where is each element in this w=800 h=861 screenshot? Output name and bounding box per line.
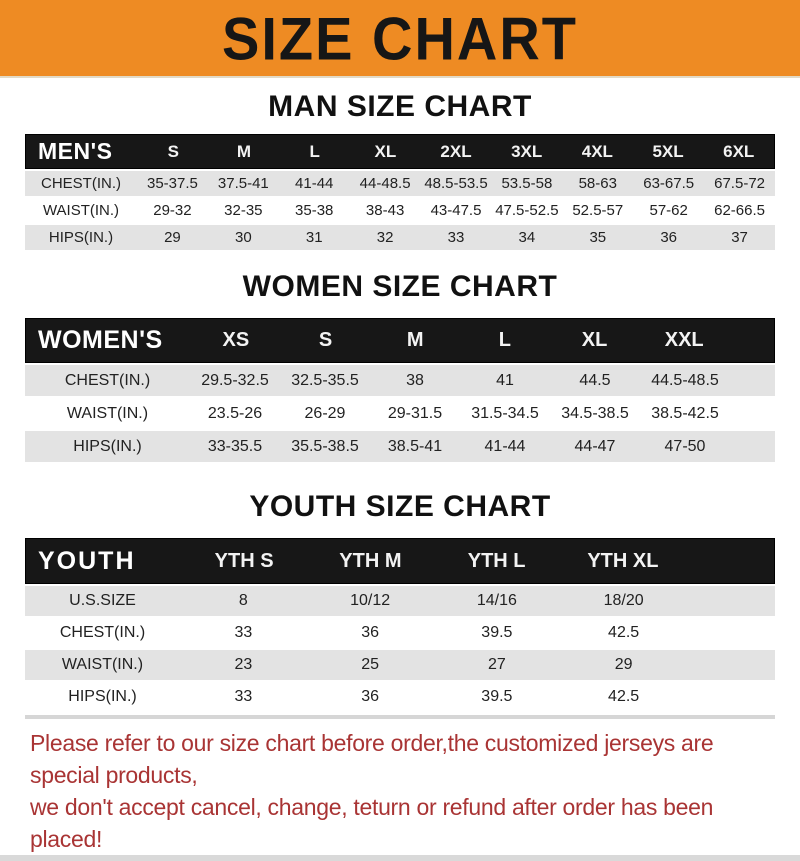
column-header: YTH M <box>339 549 402 572</box>
table-cell: 35.5-38.5 <box>291 437 359 455</box>
table-cell: 29 <box>164 229 181 246</box>
table-cell: 14/16 <box>476 592 517 609</box>
column-header: 5XL <box>652 141 684 161</box>
table-cell: 27 <box>487 656 506 673</box>
table-cell: 35-37.5 <box>147 175 198 192</box>
table-cell: 38 <box>406 371 424 389</box>
column-header: S <box>167 141 179 161</box>
table-cell: 67.5-72 <box>714 175 765 192</box>
column-header: M <box>236 141 252 161</box>
youth-header-columns <box>181 539 686 583</box>
row-label: HIPS(IN.) <box>48 229 114 246</box>
table-cell: 23 <box>234 656 253 673</box>
table-cell: 38.5-41 <box>387 437 443 455</box>
youth-section-title: YOUTH SIZE CHART <box>249 490 551 523</box>
table-cell: 41-44 <box>295 175 334 192</box>
column-header: XL <box>581 329 608 351</box>
table-cell: 26-29 <box>304 404 346 422</box>
table-cell: 37 <box>731 229 748 246</box>
order-policy-note <box>30 727 770 855</box>
men-table-rows <box>25 171 775 250</box>
table-cell: 35-38 <box>295 202 334 219</box>
table-row <box>25 682 775 712</box>
table-cell: 36 <box>361 624 380 641</box>
row-values <box>190 365 730 396</box>
table-cell: 29-31.5 <box>387 404 443 422</box>
order-policy-line-2: we don't accept cancel, change, teturn or refund after order has been placed! <box>30 794 714 852</box>
row-label: HIPS(IN.) <box>73 437 142 455</box>
table-cell: 10/12 <box>350 592 391 609</box>
page-title: SIZE CHART <box>222 3 578 73</box>
youth-size-table <box>25 538 775 712</box>
table-cell: 37.5-41 <box>217 175 269 192</box>
row-label: HIPS(IN.) <box>68 688 137 705</box>
row-values <box>190 431 730 462</box>
women-section-title: WOMEN SIZE CHART <box>242 270 558 303</box>
men-size-table <box>25 134 775 250</box>
table-cell: 33-35.5 <box>207 437 263 455</box>
table-cell: 32 <box>376 229 394 246</box>
table-cell: 53.5-58 <box>501 175 553 192</box>
row-values <box>180 682 687 712</box>
table-cell: 34.5-38.5 <box>561 404 629 422</box>
table-cell: 63-67.5 <box>643 175 695 192</box>
table-cell: 33 <box>234 624 253 641</box>
youth-table-bottom-strip <box>25 715 775 719</box>
men-header-label: MEN'S <box>38 138 113 164</box>
table-cell: 42.5 <box>608 624 640 641</box>
youth-size-chart-section <box>0 462 800 719</box>
women-header-columns <box>191 319 729 362</box>
table-cell: 58-63 <box>578 175 617 192</box>
table-cell: 42.5 <box>608 688 640 705</box>
column-header: YTH S <box>214 549 274 572</box>
table-cell: 29.5-32.5 <box>201 371 269 389</box>
table-cell: 29-32 <box>153 202 192 219</box>
men-table-header <box>25 134 775 169</box>
row-label: WAIST(IN.) <box>61 656 144 673</box>
page-bottom-strip <box>0 855 800 861</box>
women-table-header <box>25 318 775 363</box>
table-row <box>25 198 775 223</box>
table-cell: 33 <box>447 229 465 246</box>
table-cell: 29 <box>614 656 633 673</box>
column-header: 4XL <box>581 141 613 161</box>
table-row <box>25 171 775 196</box>
row-values <box>137 198 775 223</box>
youth-table-rows <box>25 586 775 712</box>
table-cell: 18/20 <box>603 592 644 609</box>
column-header: 2XL <box>440 141 472 161</box>
column-header: XS <box>222 329 250 351</box>
table-cell: 31.5-34.5 <box>471 404 539 422</box>
row-values <box>137 225 775 250</box>
table-cell: 33 <box>234 688 253 705</box>
table-cell: 44.5-48.5 <box>651 371 719 389</box>
table-row <box>25 586 775 616</box>
table-cell: 57-62 <box>649 202 688 219</box>
row-label: CHEST(IN.) <box>59 624 146 641</box>
column-header: YTH L <box>467 549 526 572</box>
table-cell: 38.5-42.5 <box>651 404 719 422</box>
banner <box>0 0 800 78</box>
table-cell: 43-47.5 <box>430 202 482 219</box>
column-header: L <box>498 329 511 351</box>
table-cell: 39.5 <box>481 624 513 641</box>
men-size-chart-section <box>0 78 800 250</box>
order-policy-line-1: Please refer to our size chart before order,the customized jerseys are special products, <box>30 730 714 788</box>
table-cell: 36 <box>361 688 380 705</box>
table-cell: 44-48.5 <box>359 175 411 192</box>
row-values <box>180 618 687 648</box>
youth-table-header <box>25 538 775 584</box>
table-cell: 31 <box>305 229 323 246</box>
table-cell: 34 <box>518 229 536 246</box>
men-section-title: MAN SIZE CHART <box>268 90 532 123</box>
table-row <box>25 431 775 462</box>
table-row <box>25 650 775 680</box>
column-header: XXL <box>664 329 704 351</box>
table-cell: 35 <box>589 229 607 246</box>
row-values <box>137 171 775 196</box>
table-cell: 38-43 <box>365 202 405 219</box>
women-size-chart-section <box>0 250 800 462</box>
column-header: YTH XL <box>587 549 659 572</box>
column-header: S <box>318 329 333 351</box>
table-cell: 32-35 <box>224 202 263 219</box>
table-cell: 30 <box>234 229 252 246</box>
table-row <box>25 398 775 429</box>
row-label: U.S.SIZE <box>69 592 136 609</box>
table-cell: 32.5-35.5 <box>291 371 359 389</box>
table-cell: 36 <box>660 229 678 246</box>
women-header-label: WOMEN'S <box>38 326 163 354</box>
table-cell: 47-50 <box>664 437 706 455</box>
row-values <box>190 398 730 429</box>
table-cell: 44-47 <box>574 437 616 455</box>
table-cell: 62-66.5 <box>714 202 765 219</box>
row-label: CHEST(IN.) <box>64 371 151 389</box>
women-size-table <box>25 318 775 462</box>
row-label: WAIST(IN.) <box>66 404 149 422</box>
table-cell: 47.5-52.5 <box>495 202 559 219</box>
column-header: L <box>309 141 320 161</box>
row-values <box>180 586 687 616</box>
women-table-rows <box>25 365 775 462</box>
row-label: CHEST(IN.) <box>41 175 121 192</box>
table-row <box>25 225 775 250</box>
men-header-columns <box>138 135 774 168</box>
table-cell: 41-44 <box>484 437 526 455</box>
table-cell: 39.5 <box>481 688 513 705</box>
table-cell: 23.5-26 <box>207 404 263 422</box>
table-cell: 48.5-53.5 <box>424 175 488 192</box>
youth-header-label: YOUTH <box>38 546 136 575</box>
column-header: 3XL <box>511 141 543 161</box>
table-row <box>25 618 775 648</box>
column-header: 6XL <box>723 141 755 161</box>
column-header: M <box>406 329 424 351</box>
row-values <box>180 650 687 680</box>
column-header: XL <box>374 141 397 161</box>
table-cell: 52.5-57 <box>572 202 624 219</box>
table-cell: 41 <box>496 371 514 389</box>
table-cell: 44.5 <box>579 371 611 389</box>
row-label: WAIST(IN.) <box>42 202 120 219</box>
table-cell: 25 <box>361 656 380 673</box>
table-row <box>25 365 775 396</box>
table-cell: 8 <box>238 592 248 609</box>
